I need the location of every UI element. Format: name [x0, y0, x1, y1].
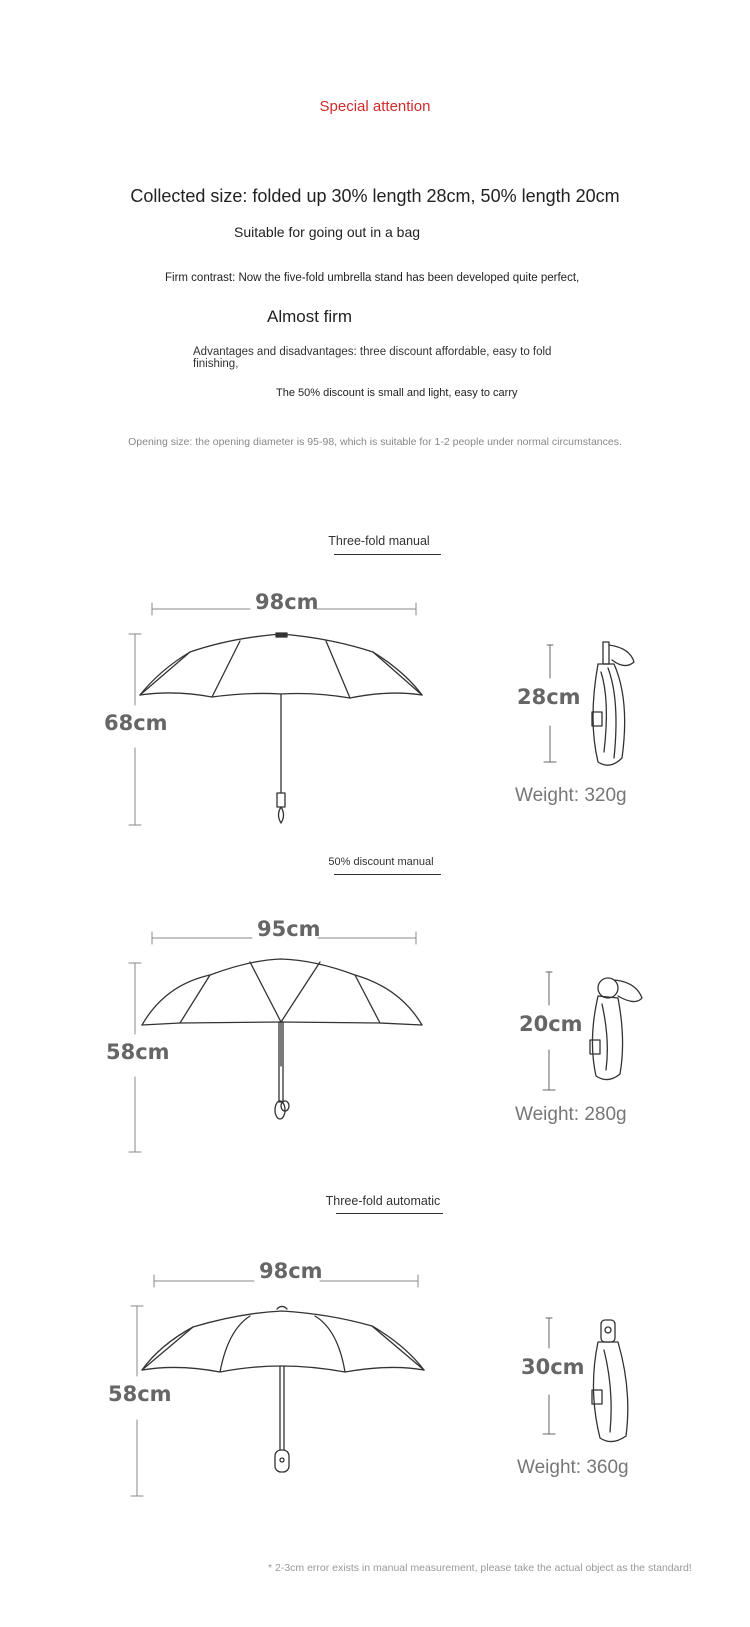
measurement-footnote: * 2-3cm error exists in manual measurement, please take the actual object as the standard!: [268, 1562, 692, 1574]
height-label-1: 68cm: [104, 711, 168, 735]
product-title-2: 50% discount manual: [328, 856, 434, 868]
folded-umbrella-icon-1: [544, 642, 634, 765]
advantages-text: Advantages and disadvantages: three discount affordable, easy to fold finishing,: [193, 346, 552, 370]
bag-note: Suitable for going out in a bag: [234, 224, 421, 240]
folded-length-label-1: 28cm: [517, 685, 581, 709]
product-title-1: Three-fold manual: [328, 534, 430, 548]
weight-label-3: Weight: 360g: [517, 1457, 629, 1478]
open-umbrella-icon-1: [129, 603, 422, 825]
weight-label-2: Weight: 280g: [515, 1104, 627, 1125]
open-umbrella-icon-2: [129, 932, 422, 1152]
almost-firm-text: Almost firm: [267, 307, 352, 326]
width-label-1: 98cm: [255, 590, 319, 614]
folded-umbrella-icon-3: [543, 1318, 628, 1442]
weight-label-1: Weight: 320g: [515, 785, 627, 806]
folded-length-label-3: 30cm: [521, 1355, 585, 1379]
opening-size-text: Opening size: the opening diameter is 95-98, which is suitable for 1-2 people under normal circumstances.: [128, 436, 622, 448]
section-heading: Special attention: [319, 98, 431, 115]
fifty-percent-note: The 50% discount is small and light, easy to carry: [276, 387, 518, 399]
height-label-2: 58cm: [106, 1040, 170, 1064]
open-umbrella-icon-3: [131, 1275, 424, 1496]
product-title-3: Three-fold automatic: [325, 1194, 441, 1208]
height-label-3: 58cm: [108, 1382, 172, 1406]
width-label-3: 98cm: [259, 1259, 323, 1283]
folded-umbrella-icon-2: [543, 972, 642, 1090]
folded-length-label-2: 20cm: [519, 1012, 583, 1036]
firm-contrast-text: Firm contrast: Now the five-fold umbrella stand has been developed quite perfect,: [165, 272, 580, 284]
width-label-2: 95cm: [257, 917, 321, 941]
collected-size-text: Collected size: folded up 30% length 28cm, 50% length 20cm: [130, 186, 620, 206]
